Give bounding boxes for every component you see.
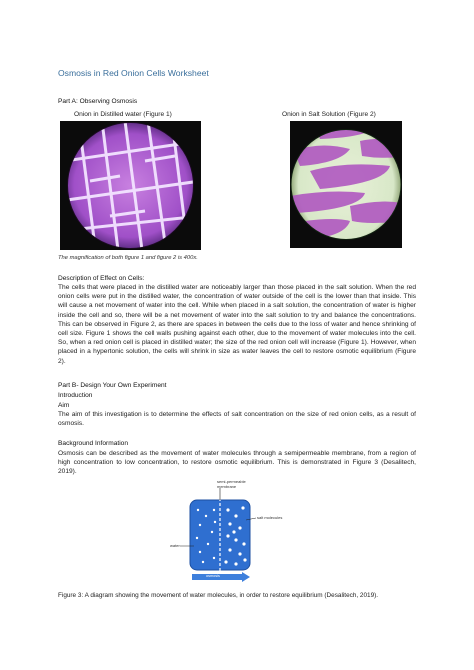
part-b-heading: Part B- Design Your Own Experiment [58,382,167,389]
osmosis-label: osmosis [206,574,220,578]
description-text: The cells that were placed in the distilled water are noticeably larger than those placed in the salt solution. When the red onion cells were put in the distilled water, the concentration of water outside of the cell is the lower than that inside. This will cause a net movement of water into the cell. While when placed in a salt solution, the concentration of water is higher inside the cell and so, there will be a net movement of water into the salt solution to try and balance the concentrations. This can be observed in Figure 2, as there are spaces in between the cells due to the loss of water and hence shrinking of cell size. Figure 1 shows the cell walls pushing against each other, due to the movement of water molecules into the cell. So, when a red onion cell is placed in distilled water; the size of the red onion cell will increase (Figure 1). However, when placed in a hypertonic solution, the cells will shrink in size as water leaves the cell to restore osmotic equilibrium (Figure 2). [58,284,416,365]
figure2-image [290,121,402,248]
introduction-heading: Introduction [58,392,93,399]
osmosis-diagram [170,480,290,584]
figure3-caption: Figure 3: A diagram showing the movement of water molecules, in order to restore equilibrium (Desalitech, 2019). [58,592,379,599]
water-label: water [170,543,180,548]
description-heading: Description of Effect on Cells: [58,275,145,282]
magnification-note: The magnification of both figure 1 and figure 2 is 400x. [58,255,198,261]
background-heading: Background Information [58,440,129,447]
figure1-image [60,121,201,250]
background-text: Osmosis can be described as the movement of water molecules through a semipermeable membrane, from a region of high concentration to low concentration, to restore osmotic equilibrium. This is demonstrated in Figure 3 (Desalitech, 2019). [58,450,416,476]
figure1-caption: Onion in Distilled water (Figure 1) [74,111,172,118]
salt-label: salt molecules [257,515,283,520]
aim-text: The aim of this investigation is to determine the effects of salt concentration on the size of red onion cells, as a result of osmosis. [58,411,416,428]
part-a-heading: Part A: Observing Osmosis [58,98,138,105]
membrane-label: semi-permeable membrane [217,479,246,489]
aim-heading: Aim [58,402,70,409]
figure2-caption: Onion in Salt Solution (Figure 2) [282,111,376,118]
page-title: Osmosis in Red Onion Cells Worksheet [58,68,209,78]
osmosis-arrow-head [242,572,250,582]
